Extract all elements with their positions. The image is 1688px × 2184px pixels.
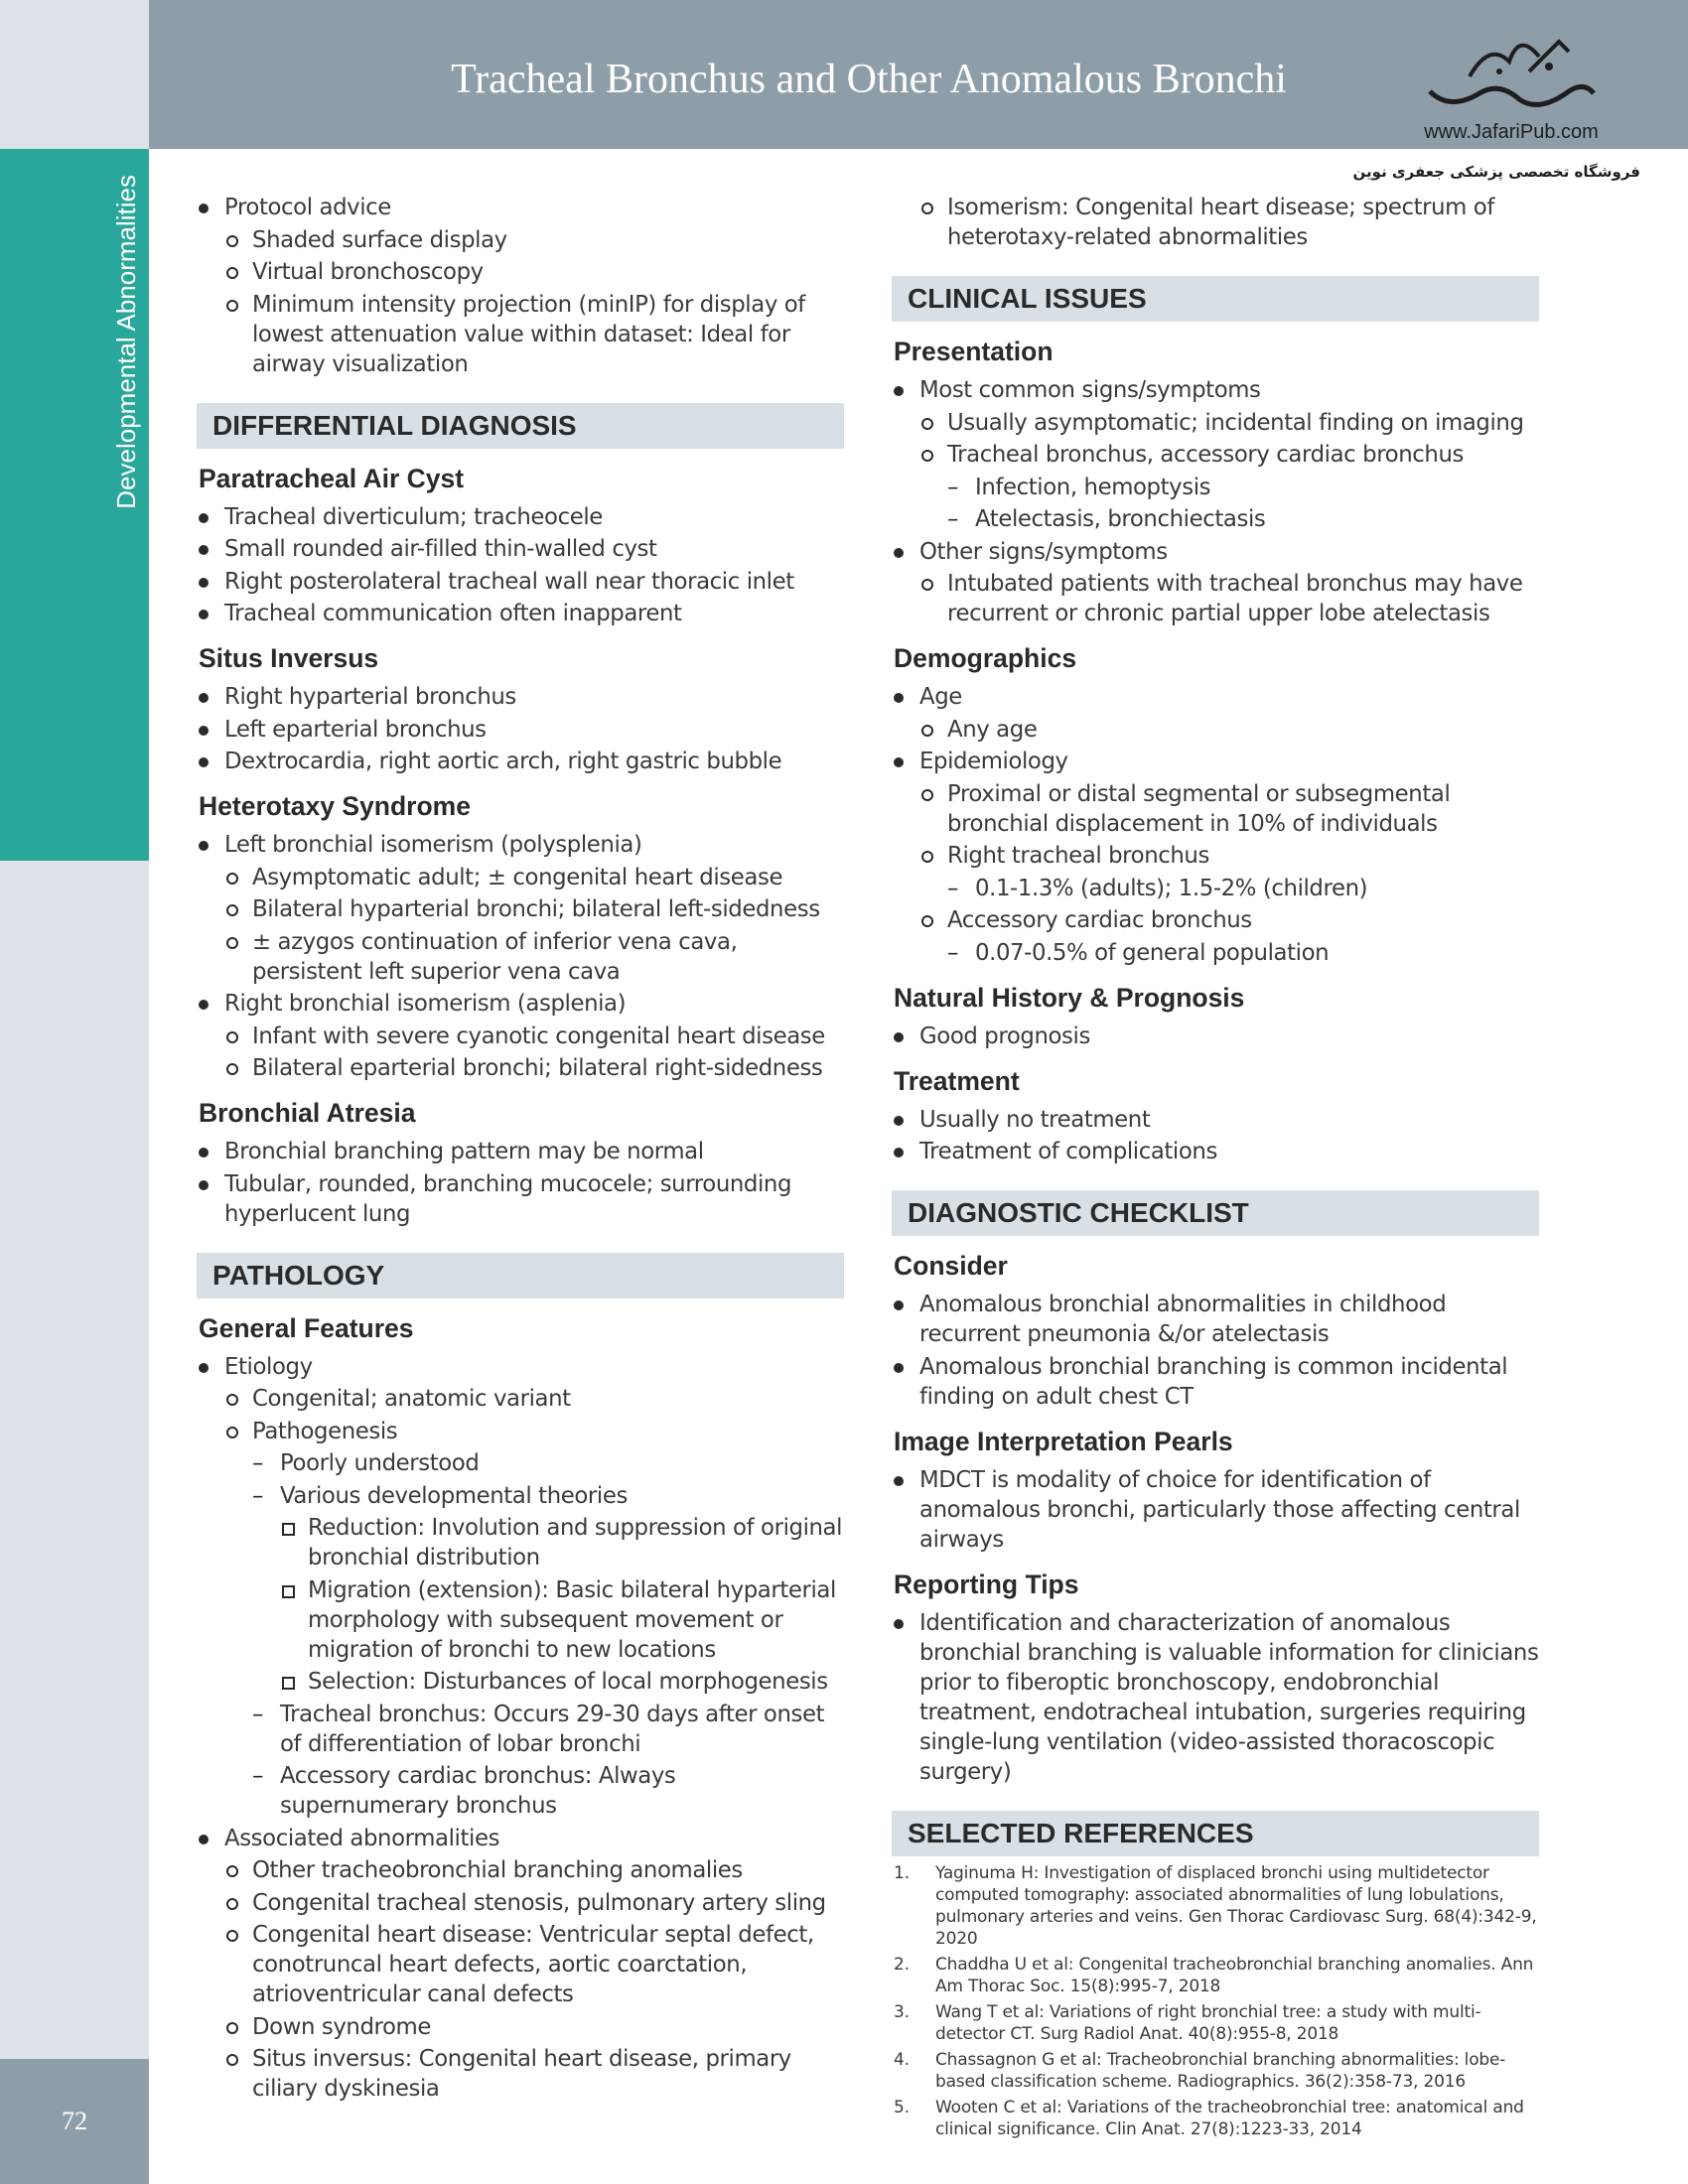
list-item: Anomalous bronchial abnormalities in childhood recurrent pneumonia &/or atelectasis (892, 1290, 1539, 1349)
list-item: MDCT is modality of choice for identification of anomalous bronchi, particularly those affecting central airways (892, 1465, 1539, 1555)
subheading: Reporting Tips (894, 1569, 1079, 1599)
reference-number: 4. (894, 2049, 910, 2070)
sidebar-top-block (0, 0, 149, 149)
list-item: Tracheal bronchus, accessory cardiac bronchus (892, 440, 1539, 470)
reference-item (892, 2097, 1539, 2140)
page-number: 72 (62, 2107, 87, 2135)
list-item: – Atelectasis, bronchiectasis (892, 504, 1539, 534)
list-item: Good prognosis (892, 1022, 1539, 1051)
subheading: Presentation (894, 337, 1054, 366)
list-item: Right hyparterial bronchus (197, 682, 844, 712)
right-column (892, 193, 1539, 2144)
list-item: Reduction: Involution and suppression of original bronchial distribution (197, 1513, 844, 1572)
list-item: Usually no treatment (892, 1105, 1539, 1135)
list-item: Bronchial branching pattern may be normal (197, 1137, 844, 1166)
reference-item (892, 1954, 1539, 1997)
subheading: General Features (199, 1312, 414, 1343)
reference-number: 1. (894, 1862, 910, 1883)
reference-number: 2. (894, 1954, 910, 1975)
subheading: Natural History & Prognosis (894, 982, 1245, 1013)
subheading: Paratracheal Air Cyst (199, 463, 465, 493)
subheading: Consider (894, 1251, 1008, 1281)
list-item: Isomerism: Congenital heart disease; spectrum of heterotaxy-related abnormalities (892, 193, 1539, 252)
list-item: Minimum intensity projection (minIP) for display of lowest attenuation value within dataset: Ideal for airway visualization (197, 290, 844, 379)
list-item: – 0.1-1.3% (adults); 1.5-2% (children) (892, 874, 1539, 903)
list-item: Selection: Disturbances of local morphogenesis (197, 1667, 844, 1697)
reference-item (892, 1862, 1539, 1950)
list-item: ± azygos continuation of inferior vena cava, persistent left superior vena cava (197, 927, 844, 987)
list-item: Usually asymptomatic; incidental finding on imaging (892, 408, 1539, 438)
list-item: Congenital; anatomic variant (197, 1384, 844, 1414)
sidebar-margin (0, 861, 149, 2059)
list-item: – Infection, hemoptysis (892, 473, 1539, 502)
reference-text: Wang T et al: Variations of right bronchial tree: a study with multi-detector CT. Surg Radiol Anat. 40(8):955-8, 2018 (935, 2001, 1481, 2044)
list-item: Identification and characterization of anomalous bronchial branching is valuable information for clinicians prior to fiberoptic bronchoscopy, endobronchial treatment, endotracheal intubation, surgeries requiring single-lung ventilation (video-assisted thoracoscopic surgery) (892, 1608, 1539, 1787)
list-item: Etiology (197, 1352, 844, 1382)
logo-url: www.JafariPub.com (1424, 121, 1599, 143)
list-item: Migration (extension): Basic bilateral hyparterial morphology with subsequent movement or migration of bronchi to new locations (197, 1575, 844, 1665)
list-item: Infant with severe cyanotic congenital heart disease (197, 1022, 844, 1051)
list-item: Protocol advice (197, 193, 844, 222)
section-heading-checklist: DIAGNOSTIC CHECKLIST (892, 1190, 1539, 1236)
reference-number: 5. (894, 2097, 910, 2117)
section-heading-clinical: CLINICAL ISSUES (892, 276, 1539, 322)
list-item: Anomalous bronchial branching is common incidental finding on adult chest CT (892, 1352, 1539, 1412)
list-item: Associated abnormalities (197, 1824, 844, 1853)
list-item: Bilateral eparterial bronchi; bilateral right-sidedness (197, 1053, 844, 1083)
list-item: Tracheal communication often inapparent (197, 599, 844, 628)
left-column (197, 193, 844, 2107)
list-item: Congenital heart disease: Ventricular septal defect, conotruncal heart defects, aortic coarctation, atrioventricular canal defects (197, 1920, 844, 2009)
reference-text: Chassagnon G et al: Tracheobronchial branching abnormalities: lobe-based classification scheme. Radiographics. 36(2):358-73, 2016 (935, 2049, 1506, 2092)
list-item: Right posterolateral tracheal wall near thoracic inlet (197, 567, 844, 597)
list-item: Pathogenesis (197, 1417, 844, 1446)
list-item: Accessory cardiac bronchus (892, 905, 1539, 935)
list-item: Intubated patients with tracheal bronchus may have recurrent or chronic partial upper lobe atelectasis (892, 569, 1539, 628)
list-item: Other signs/symptoms (892, 537, 1539, 567)
subheading: Bronchial Atresia (199, 1098, 416, 1128)
list-item: Bilateral hyparterial bronchi; bilateral left-sidedness (197, 894, 844, 924)
list-item: Treatment of complications (892, 1137, 1539, 1166)
page-title: Tracheal Bronchus and Other Anomalous Bronchi (451, 57, 1287, 102)
list-item: Tracheal diverticulum; tracheocele (197, 502, 844, 532)
list-item: Right bronchial isomerism (asplenia) (197, 989, 844, 1019)
reference-text: Chaddha U et al: Congenital tracheobronchial branching anomalies. Ann Am Thorac Soc. 15(8):995-7, 2018 (935, 1954, 1534, 1996)
reference-number: 3. (894, 2001, 910, 2022)
reference-list (892, 1862, 1539, 2140)
subheading: Treatment (894, 1065, 1020, 1096)
list-item: Right tracheal bronchus (892, 841, 1539, 871)
section-heading-pathology: PATHOLOGY (197, 1253, 844, 1298)
list-item: Congenital tracheal stenosis, pulmonary artery sling (197, 1888, 844, 1918)
list-item: Situs inversus: Congenital heart disease, primary ciliary dyskinesia (197, 2044, 844, 2104)
reference-text: Yaginuma H: Investigation of displaced bronchi using multidetector computed tomography: associated abnormalities of lung lobulations, pulmonary arteries and veins. Gen Thorac Cardiovasc Surg. 68(4):342-9, 2020 (935, 1862, 1537, 1949)
list-item: Virtual bronchoscopy (197, 257, 844, 287)
list-item: Left eparterial bronchus (197, 715, 844, 745)
section-heading-references: SELECTED REFERENCES (892, 1811, 1539, 1856)
list-item: Other tracheobronchial branching anomalies (197, 1855, 844, 1885)
reference-item (892, 2001, 1539, 2045)
reference-text: Wooten C et al: Variations of the tracheobronchial tree: anatomical and clinical significance. Clin Anat. 27(8):1223-33, 2014 (935, 2097, 1524, 2139)
list-item: Epidemiology (892, 747, 1539, 776)
list-item: Left bronchial isomerism (polysplenia) (197, 830, 844, 860)
list-item: – Accessory cardiac bronchus: Always supernumerary bronchus (197, 1761, 844, 1821)
list-item: Small rounded air-filled thin-walled cyst (197, 534, 844, 564)
store-caption: فروشگاه تخصصی پزشکی جعفری نوین (1352, 163, 1640, 181)
list-item: Proximal or distal segmental or subsegmental bronchial displacement in 10% of individuals (892, 779, 1539, 839)
subheading: Image Interpretation Pearls (894, 1426, 1233, 1456)
list-item: Down syndrome (197, 2012, 844, 2042)
list-item: Tubular, rounded, branching mucocele; surrounding hyperlucent lung (197, 1169, 844, 1229)
list-item: – Tracheal bronchus: Occurs 29-30 days after onset of differentiation of lobar bronchi (197, 1700, 844, 1759)
list-item: Any age (892, 715, 1539, 745)
list-item: Dextrocardia, right aortic arch, right gastric bubble (197, 747, 844, 776)
subheading: Demographics (894, 643, 1077, 673)
section-heading-differential: DIFFERENTIAL DIAGNOSIS (197, 403, 844, 449)
list-item: Asymptomatic adult; ± congenital heart disease (197, 863, 844, 892)
list-item: Age (892, 682, 1539, 712)
list-item: – Various developmental theories (197, 1481, 844, 1511)
list-item: – Poorly understood (197, 1448, 844, 1478)
subheading: Heterotaxy Syndrome (199, 791, 471, 821)
list-item: – 0.07-0.5% of general population (892, 938, 1539, 968)
chapter-label: Developmental Abnormalities (111, 175, 141, 509)
list-item: Shaded surface display (197, 225, 844, 255)
subheading: Situs Inversus (199, 643, 379, 673)
reference-item (892, 2049, 1539, 2093)
list-item: Most common signs/symptoms (892, 375, 1539, 405)
